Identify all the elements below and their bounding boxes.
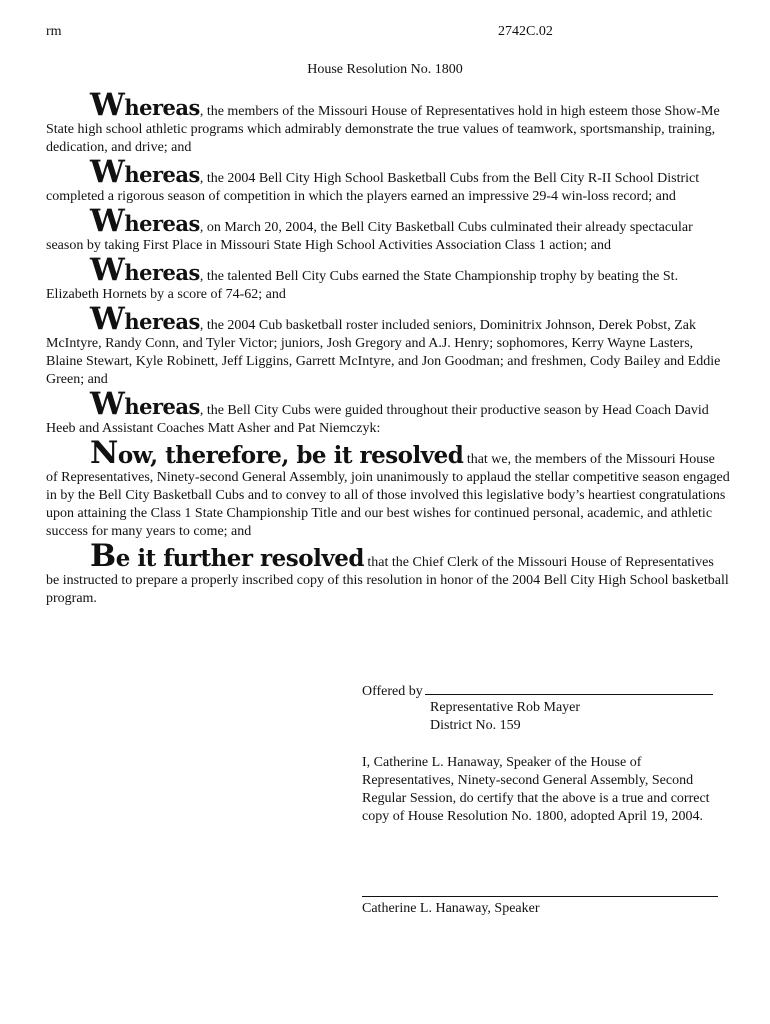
paragraph-text: , the Bell City Cubs were guided throughout their productive season by Head Coach David Heeb and Assistant Coaches Matt Asher and Pat Niemczyk:	[46, 403, 709, 436]
whereas-paragraph-4	[46, 252, 730, 304]
further-resolved-paragraph	[46, 538, 730, 608]
whereas-lead: Whereas	[90, 87, 200, 123]
paragraph-text: , the talented Bell City Cubs earned the State Championship trophy by beating the St. Elizabeth Hornets by a score of 74-62; and	[46, 269, 679, 302]
paragraph-text: , the 2004 Bell City High School Basketball Cubs from the Bell City R-II School District completed a rigorous season of competition in which the players earned an impressive 29-4 win-loss record; and	[46, 171, 700, 204]
whereas-lead: Whereas	[90, 252, 200, 288]
whereas-paragraph-2	[46, 154, 730, 206]
header-initials: rm	[46, 24, 62, 39]
whereas-paragraph-6	[46, 386, 730, 438]
paragraph-text: , the members of the Missouri House of Representatives hold in high esteem those Show-Me State high school athletic programs which admirably demonstrate the true values of teamwork, sportsmanship, training, dedication, and drive; and	[46, 104, 720, 155]
resolved-paragraph	[46, 435, 730, 541]
document-code: 2742C.02	[498, 24, 553, 39]
resolution-body	[46, 87, 730, 614]
whereas-lead: Whereas	[90, 301, 200, 337]
signature-line	[425, 680, 713, 695]
whereas-paragraph-3	[46, 203, 730, 255]
whereas-paragraph-5	[46, 301, 730, 389]
whereas-lead: Whereas	[90, 154, 200, 190]
further-resolved-lead: Be it further resolved	[90, 538, 364, 574]
page-title: House Resolution No. 1800	[307, 62, 463, 77]
whereas-lead: Whereas	[90, 386, 200, 422]
whereas-lead: Whereas	[90, 203, 200, 239]
speaker-name: Catherine L. Hanaway, Speaker	[362, 901, 540, 916]
speaker-signature-line	[362, 896, 718, 897]
whereas-paragraph-1	[46, 87, 730, 157]
paragraph-text: , on March 20, 2004, the Bell City Basketball Cubs culminated their already spectacular season by taking First Place in Missouri State High School Activities Association Class 1 action; and	[46, 220, 693, 253]
paragraph-text: that we, the members of the Missouri House of Representatives, Ninety-second General Assembly, join unanimously to applaud the stellar competitive season engaged in by the Bell City Basketball Cubs and to convey to all of those involved this legislative body’s heartiest congratulations upon attaining the Class 1 State Championship Title and our best wishes for continued personal, academic, and athletic success for many years to come; and	[46, 452, 730, 539]
representative-name: Representative Rob Mayer	[430, 700, 581, 715]
certification-text: I, Catherine L. Hanaway, Speaker of the House of Representatives, Ninety-second General Assembly, Second Regular Session, do certify that the above is a true and correct copy of House Resolution No. 1800, adopted April 19, 2004.	[362, 755, 710, 824]
district-number: District No. 159	[430, 718, 521, 733]
paragraph-text: that the Chief Clerk of the Missouri House of Representatives be instructed to prepare a properly inscribed copy of this resolution in honor of the 2004 Bell City High School basketball program.	[46, 555, 729, 606]
offered-by-label: Offered by	[362, 684, 423, 699]
resolved-lead: Now, therefore, be it resolved	[90, 435, 464, 471]
offered-by	[362, 680, 722, 701]
paragraph-text: , the 2004 Cub basketball roster included seniors, Dominitrix Johnson, Derek Pobst, Zak McIntyre, Randy Conn, and Tyler Victor; juniors, Josh Gregory and A.J. Henry; sophomores, Kerry Wayne Lasters, Blaine Stewart, Kyle Robinett, Jeff Liggins, Garrett McIntyre, and Jon Goodman; and freshmen, Cody Bailey and Eddie Green; and	[46, 318, 721, 387]
